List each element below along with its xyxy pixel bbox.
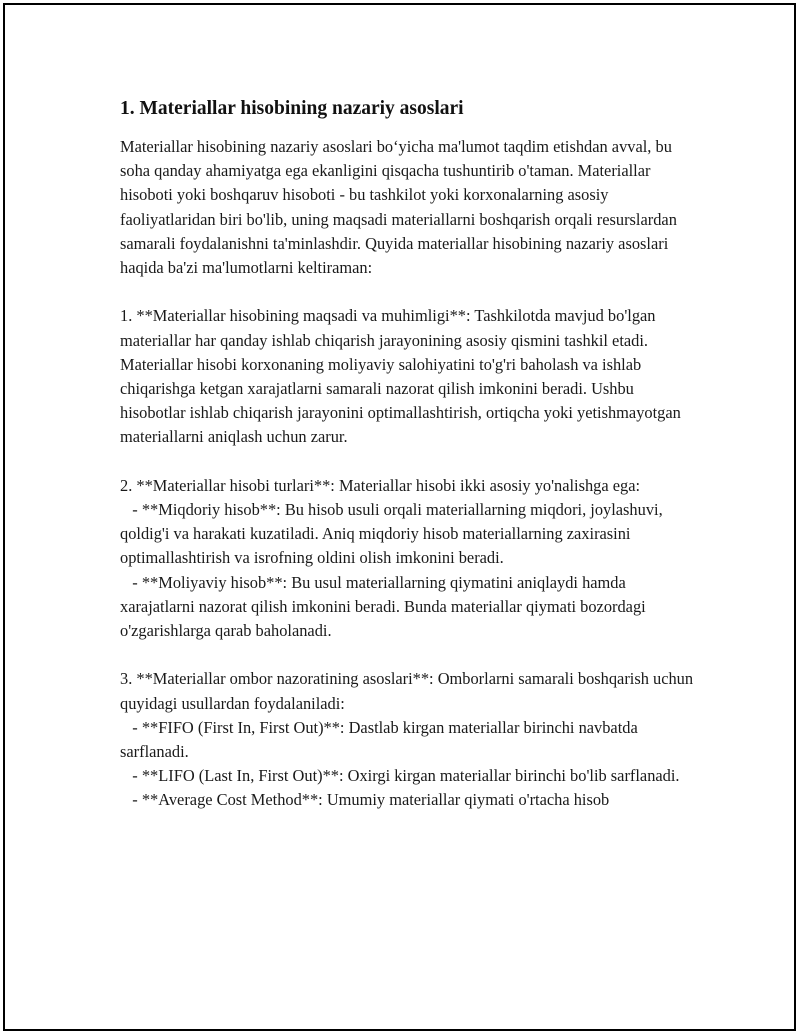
document-content (120, 97, 695, 813)
document-body: Materiallar hisobining nazariy asoslari bo‘yicha ma'lumot taqdim etishdan avval, bu soha qanday ahamiyatga ega ekanligini qisqacha tushuntirib o'taman. Materiallar hisoboti yoki boshqaruv hisoboti - bu tashkilot yoki korxonalarning asosiy faoliyatlaridan biri bo'lib, uning maqsadi materiallarni boshqarish orqali resurslardan samarali foydalanishni ta'minlashdir. Quyida materiallar hisobining nazariy asoslari haqida ba'zi ma'lumotlarni keltiraman: 1. **Materiallar hisobining maqsadi va muhimligi**: Tashkilotda mavjud bo'lgan materiallar har qanday ishlab chiqarish jarayonining asosiy qismini tashkil etadi. Materiallar hisobi korxonaning moliyaviy salohiyatini to'g'ri baholash va ishlab chiqarishga ketgan xarajatlarni samarali nazorat qilish imkonini beradi. Ushbu hisobotlar ishlab chiqarish jarayonini optimallashtirish, ortiqcha yoki yetishmayotgan materiallarni aniqlash uchun zarur. 2. **Materiallar hisobi turlari**: Materiallar hisobi ikki asosiy yo'nalishga ega: - **Miqdoriy hisob**: Bu hisob usuli orqali materiallarning miqdori, joylashuvi, qoldig'i va harakati kuzatiladi. Aniq miqdoriy hisob materiallarning zaxirasini optimallashtirish va isrofning oldini olish imkonini beradi. - **Moliyaviy hisob**: Bu usul materiallarning qiymatini aniqlaydi hamda xarajatlarni nazorat qilish imkonini beradi. Bunda materiallar qiymati bozordagi o'zgarishlarga qarab baholanadi. 3. **Materiallar ombor nazoratining asoslari**: Omborlarni samarali boshqarish uchun quyidagi usullardan foydalaniladi: - **FIFO (First In, First Out)**: Dastlab kirgan materiallar birinchi navbatda sarflanadi. - **LIFO (Last In, First Out)**: Oxirgi kirgan materiallar birinchi bo'lib sarflanadi. - **Average Cost Method**: Umumiy materiallar qiymati o'rtacha hisob (120, 137, 694, 810)
page-frame (3, 3, 796, 1031)
document-title: 1. Materiallar hisobining nazariy asoslari (120, 98, 464, 119)
